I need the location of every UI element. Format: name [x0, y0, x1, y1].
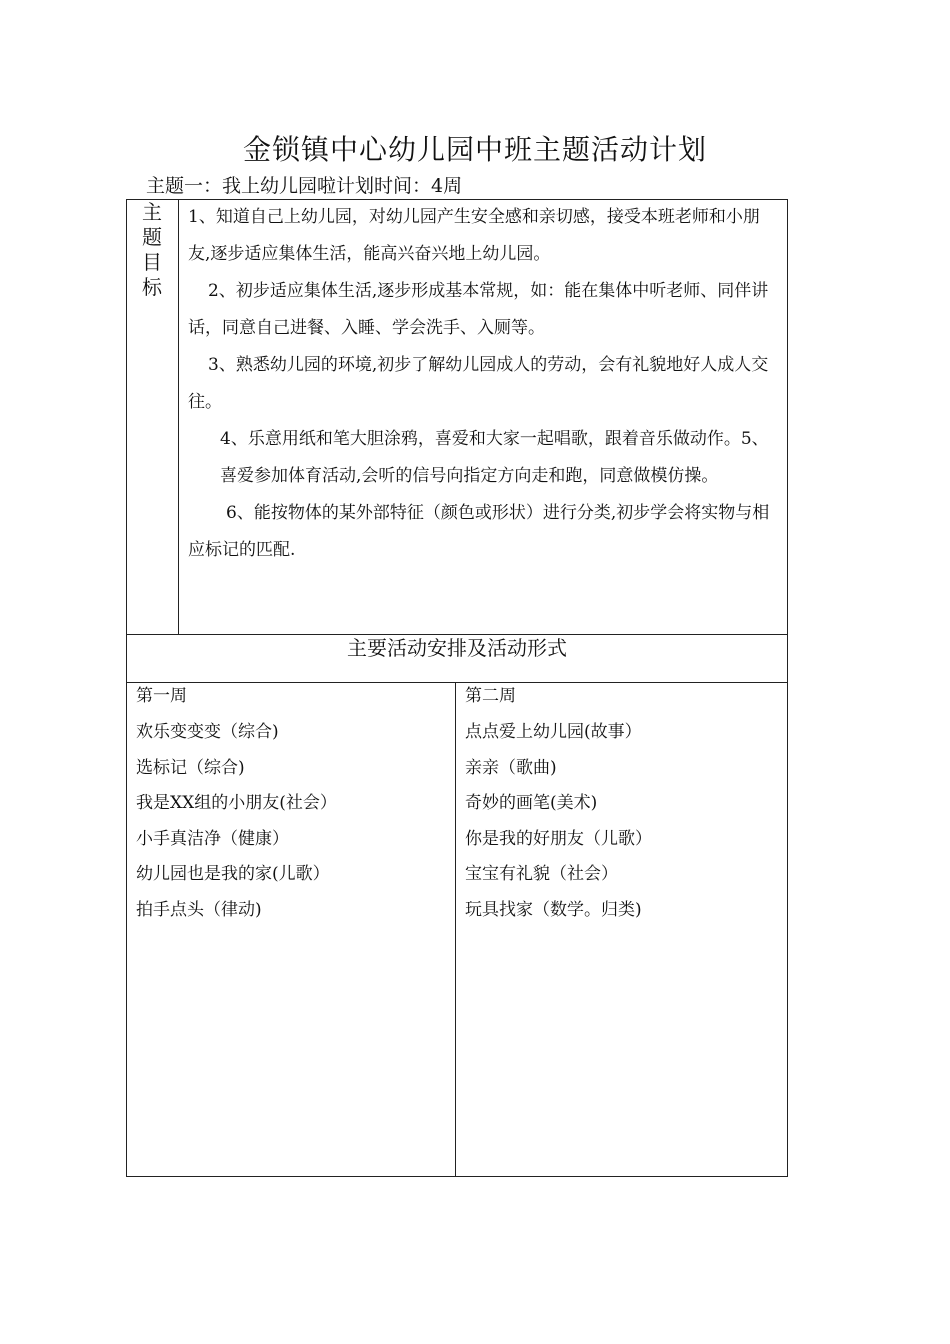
week-one-column	[136, 682, 448, 928]
goals-label	[126, 200, 178, 300]
goals-content	[188, 199, 782, 569]
week-label: 第一周	[136, 686, 187, 706]
goal-item: 1、知道自己上幼儿园，对幼儿园产生安全感和亲切感，接受本班老师和小朋友,逐步适应集体生活，能高兴奋兴地上幼儿园。	[188, 207, 760, 264]
activity-item: 我是XX组的小朋友(社会）	[136, 793, 337, 813]
theme-subtitle: 主题一：我上幼儿园啦计划时间：4周	[146, 175, 463, 197]
week-label: 第二周	[465, 686, 516, 706]
week-activity-list	[136, 715, 448, 928]
goal-item: 3、熟悉幼儿园的环境,初步了解幼儿园成人的劳动，会有礼貌地好人成人交往。	[188, 355, 769, 412]
week-column-divider	[455, 682, 456, 1177]
goal-item: 2、初步适应集体生活,逐步形成基本常规，如：能在集体中听老师、同伴讲话，同意自己进餐、入睡、学会洗手、入厕等。	[188, 281, 769, 338]
activities-heading: 主要活动安排及活动形式	[347, 636, 567, 660]
activity-item: 奇妙的画笔(美术)	[465, 793, 598, 813]
goal-item: 6、能按物体的某外部特征（颜色或形状）进行分类,初步学会将实物与相应标记的匹配.	[188, 503, 770, 560]
activity-item: 拍手点头（律动)	[136, 899, 262, 920]
goals-label-char: 题	[142, 225, 162, 249]
label-column-divider	[178, 199, 179, 634]
week-two-column	[465, 682, 781, 928]
activity-item: 玩具找家（数学。归类)	[465, 899, 642, 920]
activity-item: 点点爱上幼儿园(故事）	[465, 722, 642, 742]
activity-item: 亲亲（歌曲)	[465, 757, 557, 778]
document-title: 金锁镇中心幼儿园中班主题活动计划	[242, 133, 707, 166]
week-activity-list	[465, 715, 781, 928]
activity-item: 小手真洁净（健康）	[136, 828, 289, 849]
goals-label-char: 目	[142, 250, 162, 274]
goals-label-char: 主	[142, 200, 162, 224]
goals-label-char: 标	[142, 275, 162, 299]
activity-item: 宝宝有礼貌（社会）	[465, 864, 618, 884]
activity-item: 欢乐变变变（综合)	[136, 722, 279, 742]
activity-item: 选标记（综合)	[136, 757, 245, 778]
activity-item: 幼儿园也是我的家(儿歌）	[136, 864, 330, 884]
activity-item: 你是我的好朋友（儿歌）	[465, 828, 652, 849]
goal-item: 4、乐意用纸和笔大胆涂鸦，喜爱和大家一起唱歌，跟着音乐做动作。5、喜爱参加体育活动,会听的信号向指定方向走和跑，同意做模仿操。	[220, 429, 769, 486]
